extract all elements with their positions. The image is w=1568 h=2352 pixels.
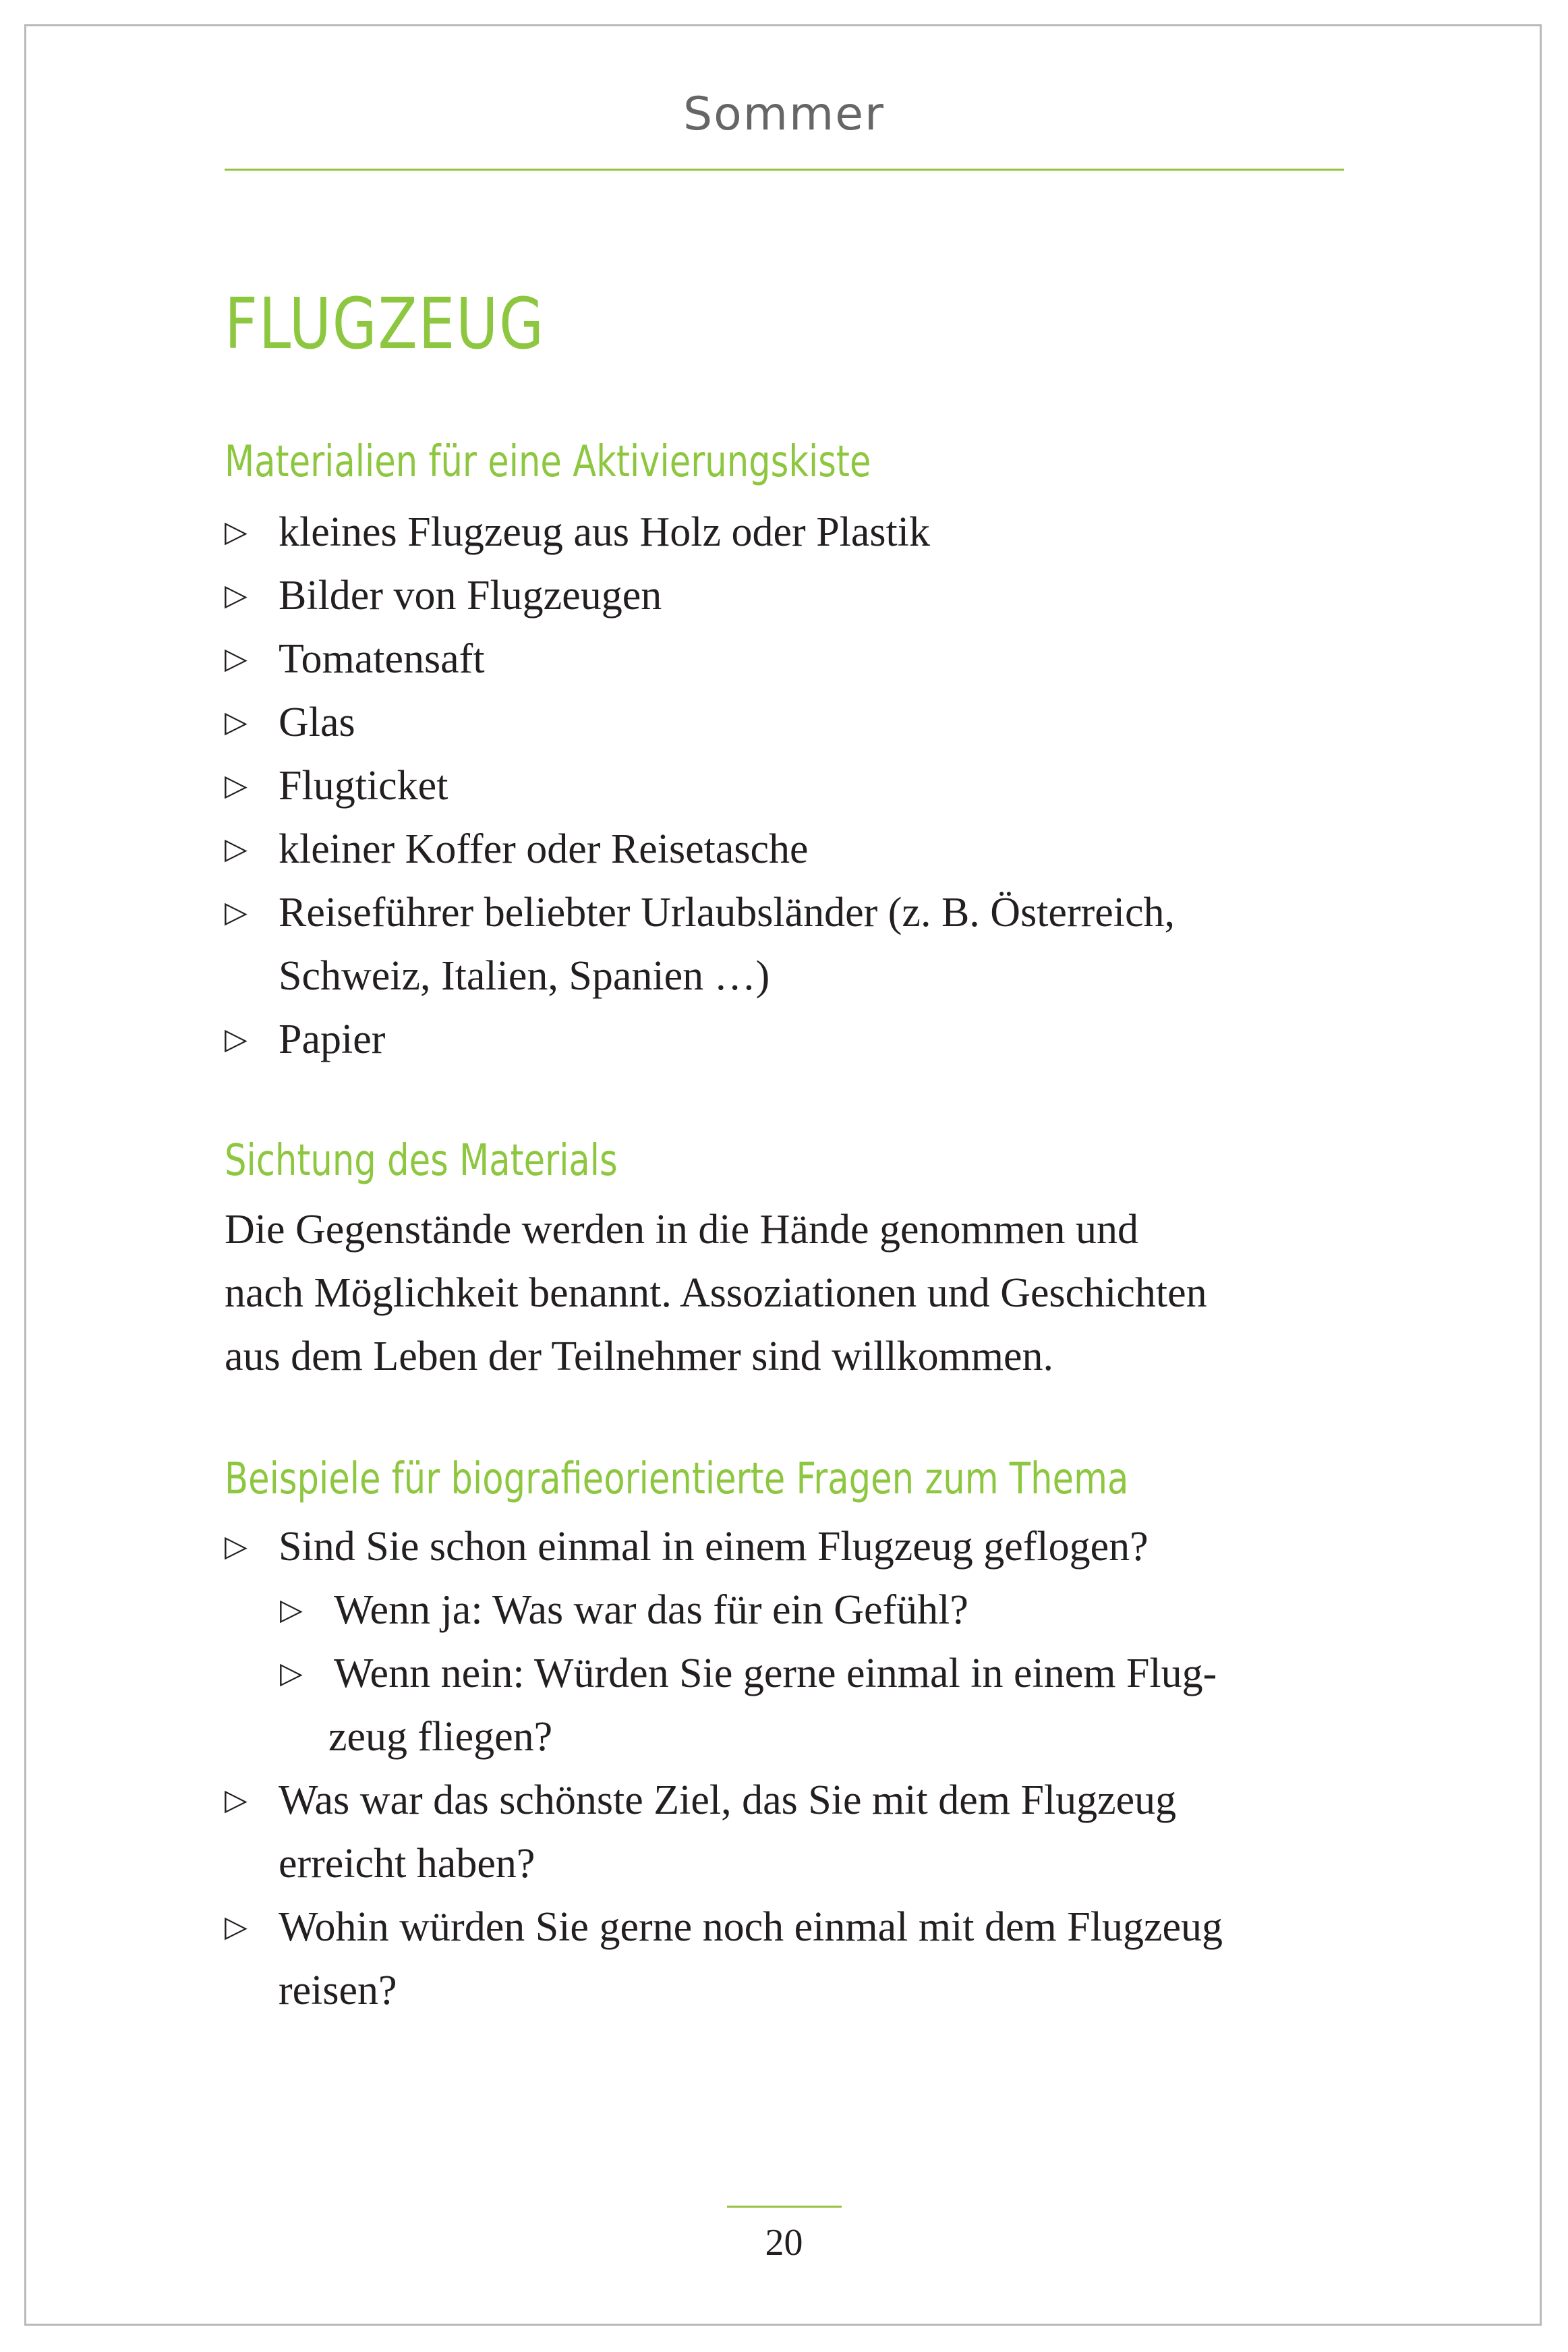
questions-list: [225, 1515, 1223, 2022]
sub-list-item: ▷ Wenn nein: Würden Sie gerne einmal in einem Flug-: [225, 1642, 1223, 1705]
bullet-triangle-icon: ▷: [225, 641, 248, 676]
bullet-triangle-icon: ▷: [280, 1656, 303, 1690]
running-head: Sommer: [683, 88, 885, 141]
footer-rule: [727, 2206, 842, 2208]
list-item-continuation: Schweiz, Italien, Spanien …): [279, 953, 770, 999]
list-item: ▷ Bilder von Flugzeugen: [225, 564, 1175, 627]
sub-list-item: ▷ Wenn ja: Was war das für ein Gefühl?: [225, 1578, 1223, 1642]
viewing-paragraph: Die Gegenstände werden in die Hände genommen und nach Möglichkeit benannt. Assoziationen und Geschichten aus dem Leben der Teilnehmer sind willkommen.: [225, 1207, 1207, 1379]
list-item: ▷ Reiseführer beliebter Urlaubsländer (z. B. Österreich,: [225, 881, 1175, 944]
list-item: ▷ Was war das schönste Ziel, das Sie mit dem Flugzeug: [225, 1769, 1223, 1832]
materials-heading: Materialien für eine Aktivierungskiste: [225, 437, 871, 487]
bullet-triangle-icon: ▷: [225, 895, 248, 929]
materials-list: [225, 500, 1175, 1071]
sub-list-item-continuation: zeug fliegen?: [328, 1714, 553, 1760]
bullet-triangle-icon: ▷: [225, 1910, 248, 1944]
bullet-triangle-icon: ▷: [225, 1529, 248, 1564]
list-item-continuation: erreicht haben?: [279, 1841, 535, 1887]
bullet-triangle-icon: ▷: [225, 768, 248, 803]
viewing-heading: Sichtung des Materials: [225, 1136, 618, 1186]
list-item: ▷ kleines Flugzeug aus Holz oder Plastik: [225, 500, 1175, 564]
page-title: FLUGZEUG: [225, 283, 545, 365]
list-item: ▷ Papier: [225, 1008, 1175, 1071]
bullet-triangle-icon: ▷: [225, 578, 248, 612]
bullet-triangle-icon: ▷: [225, 705, 248, 739]
bullet-triangle-icon: ▷: [225, 515, 248, 549]
page-number: 20: [765, 2222, 803, 2264]
list-item: ▷ kleiner Koffer oder Reisetasche: [225, 818, 1175, 881]
list-item: ▷ Sind Sie schon einmal in einem Flugzeug geflogen?: [225, 1515, 1223, 1578]
bullet-triangle-icon: ▷: [225, 832, 248, 866]
list-item: ▷ Wohin würden Sie gerne noch einmal mit dem Flugzeug: [225, 1895, 1223, 1959]
list-item-continuation: reisen?: [279, 1968, 397, 2013]
list-item: ▷ Glas: [225, 691, 1175, 754]
header-rule: [225, 169, 1344, 171]
bullet-triangle-icon: ▷: [225, 1022, 248, 1056]
list-item: ▷ Tomatensaft: [225, 627, 1175, 691]
list-item: ▷ Flugticket: [225, 754, 1175, 818]
bullet-triangle-icon: ▷: [225, 1783, 248, 1817]
bullet-triangle-icon: ▷: [280, 1593, 303, 1627]
questions-heading: Beispiele für biografieorientierte Fragen zum Thema: [225, 1454, 1129, 1504]
